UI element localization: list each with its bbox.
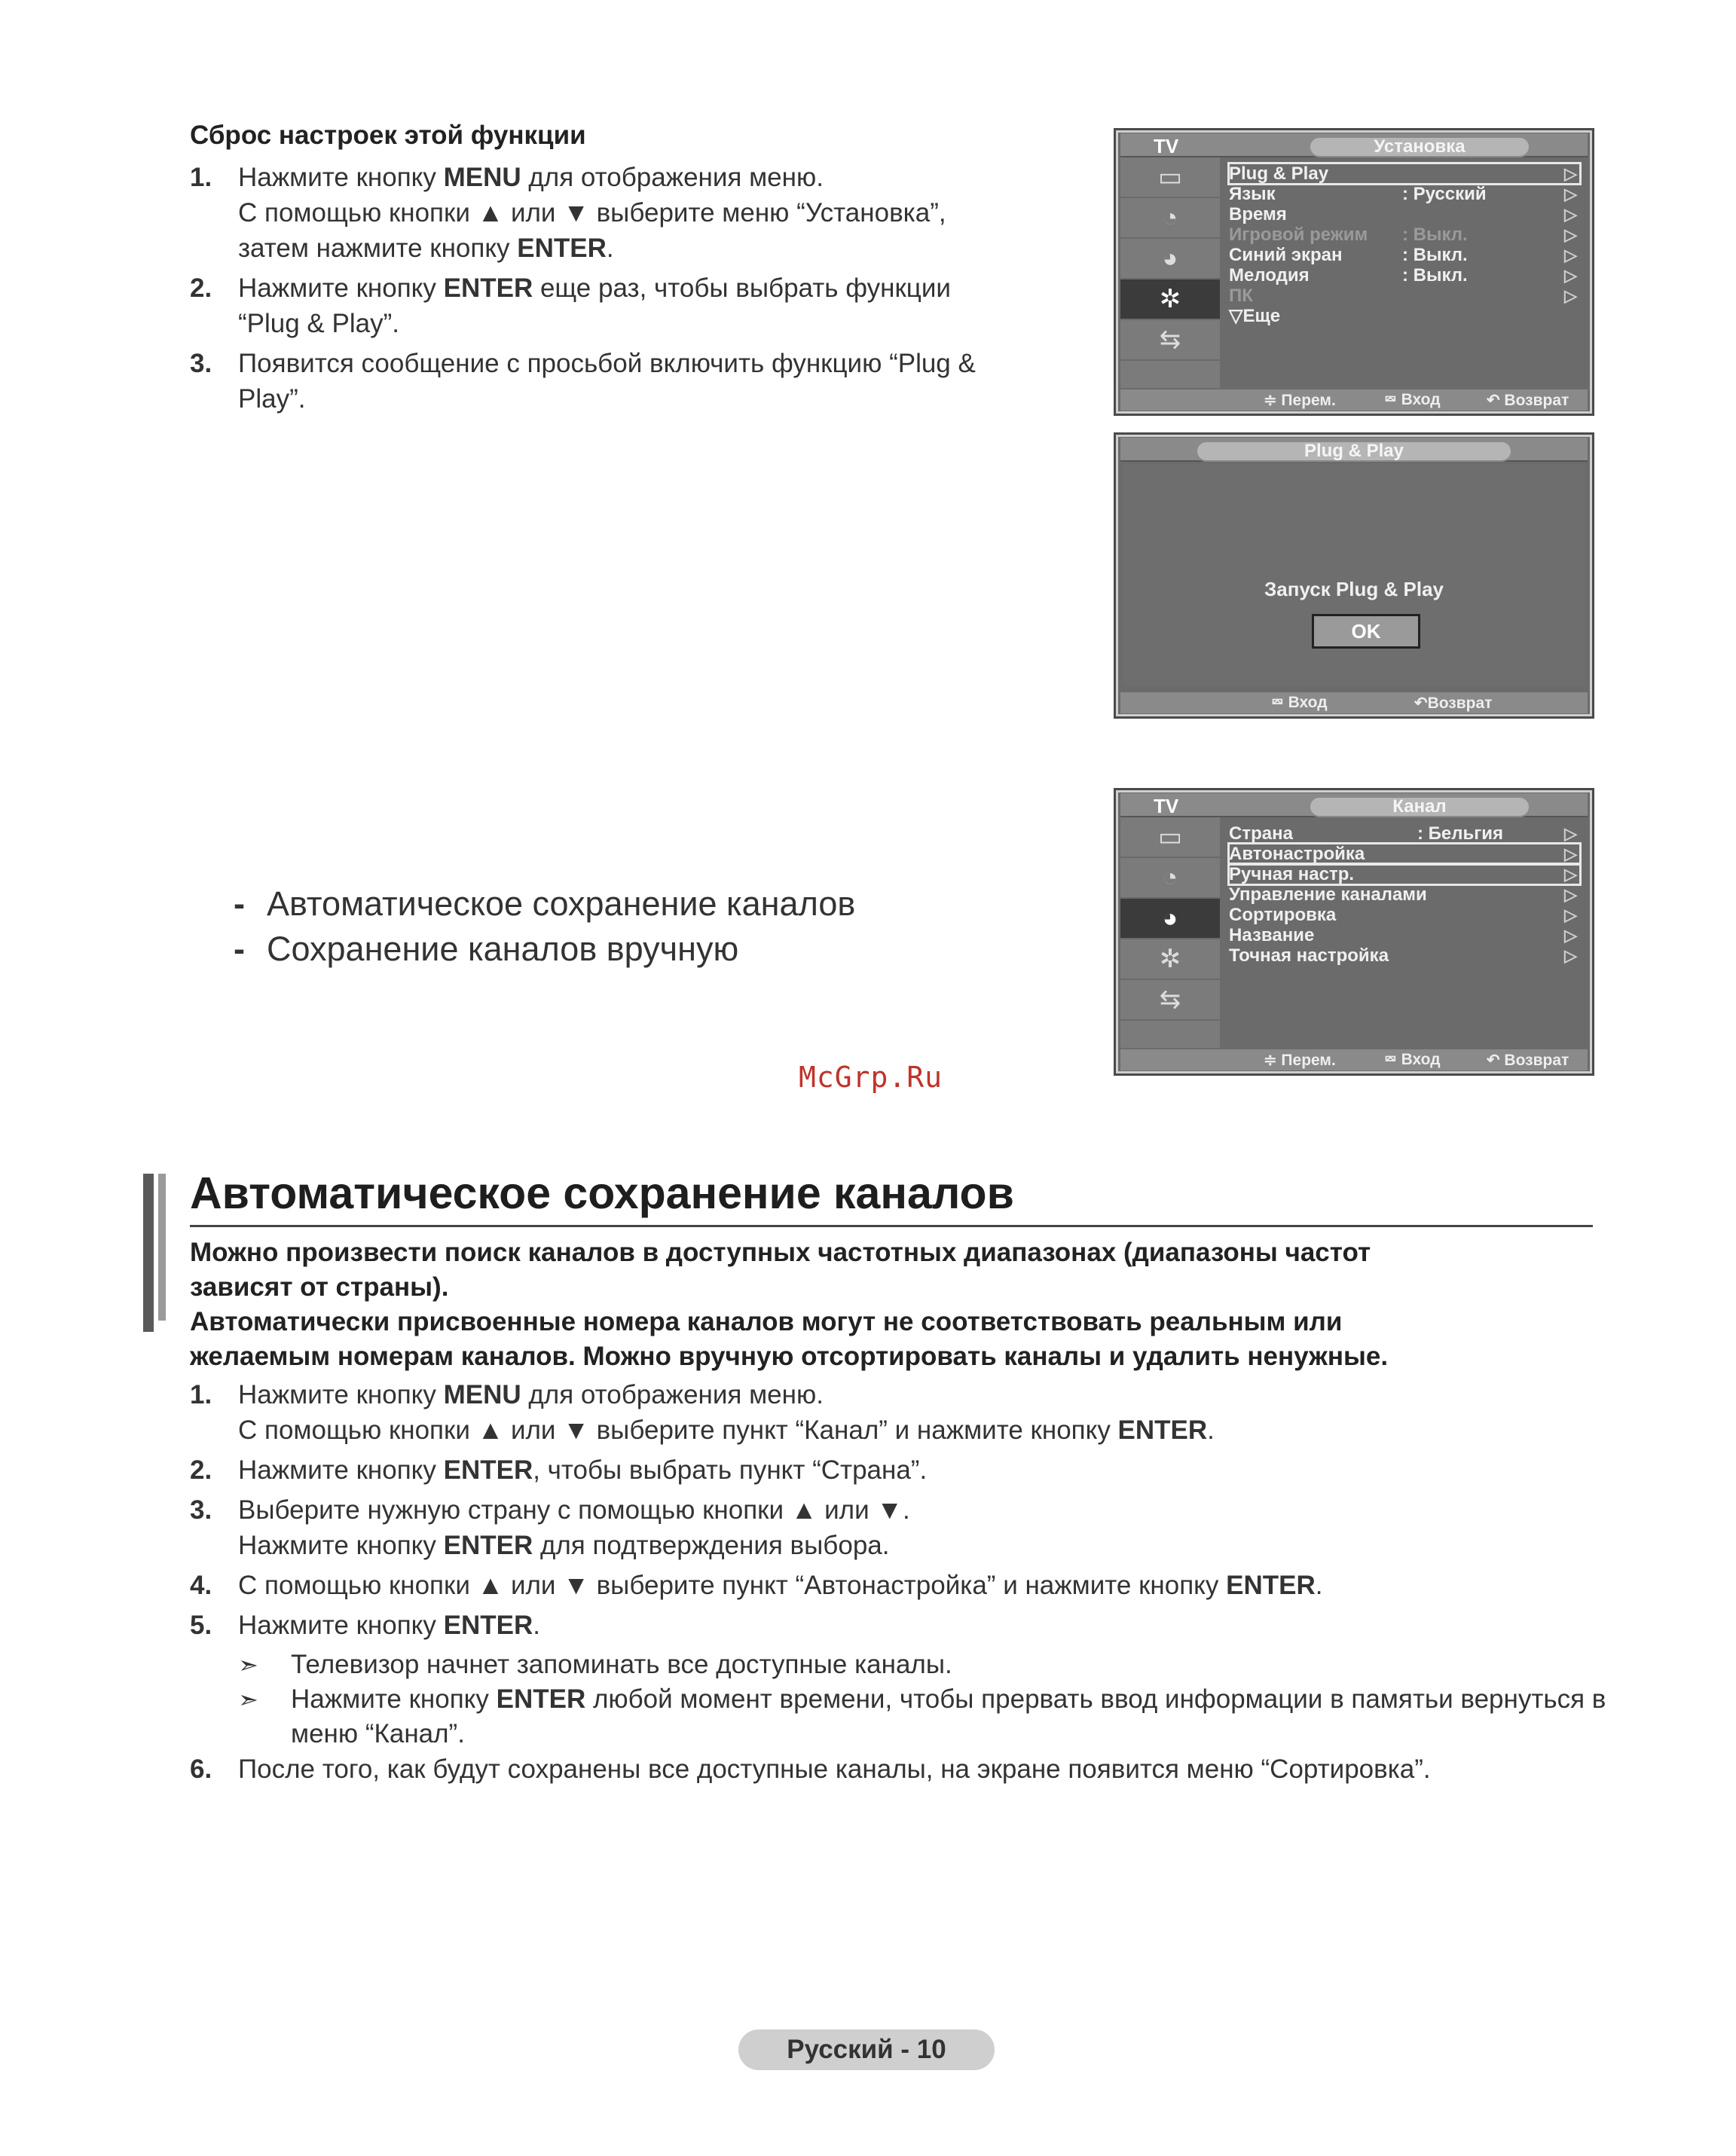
menu-item-label: Автонастройка: [1229, 844, 1365, 864]
menu-item[interactable]: [1229, 884, 1580, 905]
text-line: затем нажмите кнопку ENTER.: [238, 234, 614, 263]
menu-item[interactable]: [1229, 905, 1580, 925]
menu-item-label: Точная настройка: [1229, 945, 1389, 966]
intro-line: желаемым номерам каналов. Можно вручную отсортировать каналы и удалить ненужные.: [190, 1342, 1389, 1371]
submenu-arrow-icon: ▷: [1564, 865, 1577, 884]
intro-line: Можно произвести поиск каналов в доступных частотных диапазонах (диапазоны частот: [190, 1238, 1371, 1267]
submenu-arrow-icon: ▷: [1564, 844, 1577, 863]
step-item: [190, 1568, 1606, 1603]
menu-item-label: Название: [1229, 925, 1315, 945]
reset-steps-list: [190, 160, 1079, 421]
menu-item[interactable]: [1229, 823, 1580, 844]
text-line: Нажмите кнопку MENU для отображения меню.: [238, 1380, 824, 1409]
submenu-arrow-icon: ▷: [1564, 286, 1577, 305]
step-item: [190, 1452, 1606, 1488]
submenu-arrow-icon: ▷: [1564, 266, 1577, 285]
text-line: Появится сообщение с просьбой включить функцию “Plug &: [238, 349, 976, 378]
step-item: [190, 1608, 1606, 1643]
footer-back: ↶Возврат: [1414, 695, 1493, 712]
dash-item-text: Автоматическое сохранение каналов: [267, 884, 856, 923]
setup-icon: ✲: [1120, 279, 1220, 320]
menu-item-value: : Выкл.: [1402, 224, 1468, 245]
intro-line: Автоматически присвоенные номера каналов могут не соответствовать реальным или: [190, 1307, 1343, 1336]
step-item: [190, 160, 1079, 266]
text-line: Нажмите кнопку ENTER любой момент времени, чтобы прервать ввод информации в память: [291, 1684, 1439, 1714]
tv-screen-plug-and-play: [1114, 432, 1594, 719]
step-number: 6.: [190, 1754, 212, 1784]
text-line: Нажмите кнопку ENTER, чтобы выбрать пункт “Страна”.: [238, 1455, 928, 1485]
step-item: [190, 1751, 1606, 1787]
text-line: Телевизор начнет запоминать все доступные каналы.: [291, 1650, 952, 1679]
submenu-arrow-icon: ▷: [1564, 205, 1577, 224]
screen-top-bar: [1120, 133, 1588, 157]
screen-footer: [1120, 389, 1588, 411]
step-note: [238, 1682, 1606, 1751]
text-line: С помощью кнопки ▲ или ▼ выберите пункт “Автонастройка” и нажмите кнопку ENTER.: [238, 1571, 1323, 1600]
step-number: 5.: [190, 1611, 212, 1640]
channel-steps-list: [190, 1377, 1606, 1791]
menu-items: [1229, 823, 1580, 966]
footer-move: ≑ Перем.: [1264, 1052, 1336, 1069]
menu-item[interactable]: [1229, 184, 1580, 204]
menu-item-label: Язык: [1229, 184, 1276, 204]
screen-footer: [1120, 692, 1588, 713]
text-line: С помощью кнопки ▲ или ▼ выберите меню “Установка”,: [238, 198, 946, 228]
dash-item: - Автоматическое сохранение каналов: [234, 884, 856, 923]
menu-item-label: Мелодия: [1229, 265, 1310, 286]
menu-item[interactable]: [1229, 925, 1580, 945]
menu-item[interactable]: [1229, 286, 1580, 306]
menu-item-value: : Выкл.: [1402, 265, 1468, 286]
heading-rule: [190, 1225, 1593, 1227]
menu-item[interactable]: [1229, 844, 1580, 864]
text-line: и вернуться в меню “Канал”.: [291, 1684, 1606, 1748]
tv-screen-setup-menu: [1114, 128, 1594, 416]
menu-item-label: Синий экран: [1229, 245, 1343, 265]
menu-items: [1229, 163, 1580, 326]
text-line: Play”.: [238, 384, 306, 414]
menu-tab-channel: Канал: [1309, 796, 1530, 817]
submenu-arrow-icon: ▷: [1564, 946, 1577, 965]
menu-item[interactable]: [1229, 306, 1580, 326]
step-number: 3.: [190, 1495, 212, 1525]
submenu-arrow-icon: ▷: [1564, 185, 1577, 203]
dash-item-text: Сохранение каналов вручную: [267, 930, 739, 968]
menu-item-label: Сортировка: [1229, 905, 1337, 925]
step-number: 2.: [190, 273, 212, 303]
sound-icon: ◔: [1120, 198, 1220, 239]
dash-list: [234, 881, 855, 972]
watermark: McGrp.Ru: [799, 1061, 943, 1094]
input-icon: ⇆: [1120, 320, 1220, 361]
footer-enter: ⮹ Вход: [1271, 694, 1328, 711]
tv-label: TV: [1154, 795, 1179, 817]
step-number: 4.: [190, 1571, 212, 1600]
menu-item-label: Страна: [1229, 823, 1293, 844]
menu-tab-plug-and-play: Plug & Play: [1196, 441, 1512, 462]
text-line: Нажмите кнопку MENU для отображения меню.: [238, 163, 824, 192]
step-number: 1.: [190, 163, 212, 192]
menu-item-value: : Бельгия: [1417, 823, 1504, 844]
page-number-footer: Русский - 10: [738, 2029, 995, 2070]
menu-item-label: Ручная настр.: [1229, 864, 1355, 884]
screen-top-bar: [1120, 793, 1588, 817]
submenu-arrow-icon: ▷: [1564, 885, 1577, 904]
step-item: [190, 346, 1079, 417]
picture-icon: ▭: [1120, 817, 1220, 858]
step-number: 1.: [190, 1380, 212, 1409]
text-line: Выберите нужную страну с помощью кнопки ▲ или ▼.: [238, 1495, 910, 1525]
menu-item[interactable]: [1229, 224, 1580, 245]
dialog-body: [1123, 465, 1585, 686]
menu-sidebar: [1120, 817, 1220, 1048]
screen-footer: [1120, 1049, 1588, 1070]
step-item: [190, 270, 1079, 341]
step-item: [190, 1492, 1606, 1563]
menu-item[interactable]: [1229, 204, 1580, 224]
text-line: После того, как будут сохранены все доступные каналы, на экране появится меню “Сортировка”.: [238, 1754, 1431, 1784]
section-heading: Автоматическое сохранение каналов: [190, 1168, 1014, 1218]
submenu-arrow-icon: ▷: [1564, 164, 1577, 183]
submenu-arrow-icon: ▷: [1564, 225, 1577, 244]
menu-item-value: : Русский: [1402, 184, 1487, 204]
menu-sidebar: [1120, 157, 1220, 388]
footer-enter: ⮹ Вход: [1384, 391, 1441, 408]
menu-item[interactable]: [1229, 245, 1580, 265]
submenu-arrow-icon: ▷: [1564, 905, 1577, 924]
step-note: [238, 1648, 1606, 1682]
setup-icon: ✲: [1120, 939, 1220, 980]
menu-item[interactable]: [1229, 864, 1580, 884]
text-line: “Plug & Play”.: [238, 309, 399, 338]
reset-section-title: Сброс настроек этой функции: [190, 121, 586, 150]
section-intro: [190, 1235, 1606, 1374]
note-arrow-icon: ➣: [238, 1651, 258, 1678]
tv-screen-channel-menu: [1114, 788, 1594, 1076]
step-number: 3.: [190, 349, 212, 378]
tv-label: TV: [1154, 135, 1179, 157]
menu-item-label: Plug & Play: [1229, 163, 1329, 184]
section-marker-bars: [143, 1174, 170, 1332]
channel-icon: ◕: [1120, 239, 1220, 279]
footer-move: ≑ Перем.: [1264, 392, 1336, 409]
footer-back: ↶ Возврат: [1487, 392, 1569, 409]
menu-tab-setup: Установка: [1309, 136, 1530, 157]
channel-icon: ◕: [1120, 899, 1220, 939]
dialog-message: Запуск Plug & Play: [1264, 578, 1444, 600]
step-number: 2.: [190, 1455, 212, 1485]
submenu-arrow-icon: ▷: [1564, 824, 1577, 843]
menu-item-label: ПК: [1229, 286, 1253, 306]
screen-top-bar: [1120, 438, 1588, 462]
text-line: Нажмите кнопку ENTER для подтверждения выбора.: [238, 1531, 890, 1560]
text-line: Нажмите кнопку ENTER еще раз, чтобы выбрать функции: [238, 273, 951, 303]
sound-icon: ◔: [1120, 858, 1220, 899]
menu-item-label: Управление каналами: [1229, 884, 1427, 905]
menu-item-label: ▽Еще: [1229, 306, 1281, 326]
step-item: [190, 1377, 1606, 1448]
menu-item[interactable]: [1229, 163, 1580, 184]
input-icon: ⇆: [1120, 980, 1220, 1021]
intro-line: зависят от страны).: [190, 1272, 449, 1302]
ok-button[interactable]: OK: [1312, 614, 1420, 649]
dash-item: - Сохранение каналов вручную: [234, 930, 739, 968]
footer-enter: ⮹ Вход: [1384, 1051, 1441, 1068]
text-line: Нажмите кнопку ENTER.: [238, 1611, 540, 1640]
picture-icon: ▭: [1120, 157, 1220, 198]
footer-back: ↶ Возврат: [1487, 1052, 1569, 1069]
menu-item[interactable]: [1229, 265, 1580, 286]
submenu-arrow-icon: ▷: [1564, 246, 1577, 264]
text-line: С помощью кнопки ▲ или ▼ выберите пункт “Канал” и нажмите кнопку ENTER.: [238, 1415, 1215, 1445]
menu-item[interactable]: [1229, 945, 1580, 966]
menu-item-value: : Выкл.: [1402, 245, 1468, 265]
menu-item-label: Игровой режим: [1229, 224, 1368, 245]
submenu-arrow-icon: ▷: [1564, 926, 1577, 945]
menu-item-label: Время: [1229, 204, 1287, 224]
note-arrow-icon: ➣: [238, 1686, 258, 1713]
